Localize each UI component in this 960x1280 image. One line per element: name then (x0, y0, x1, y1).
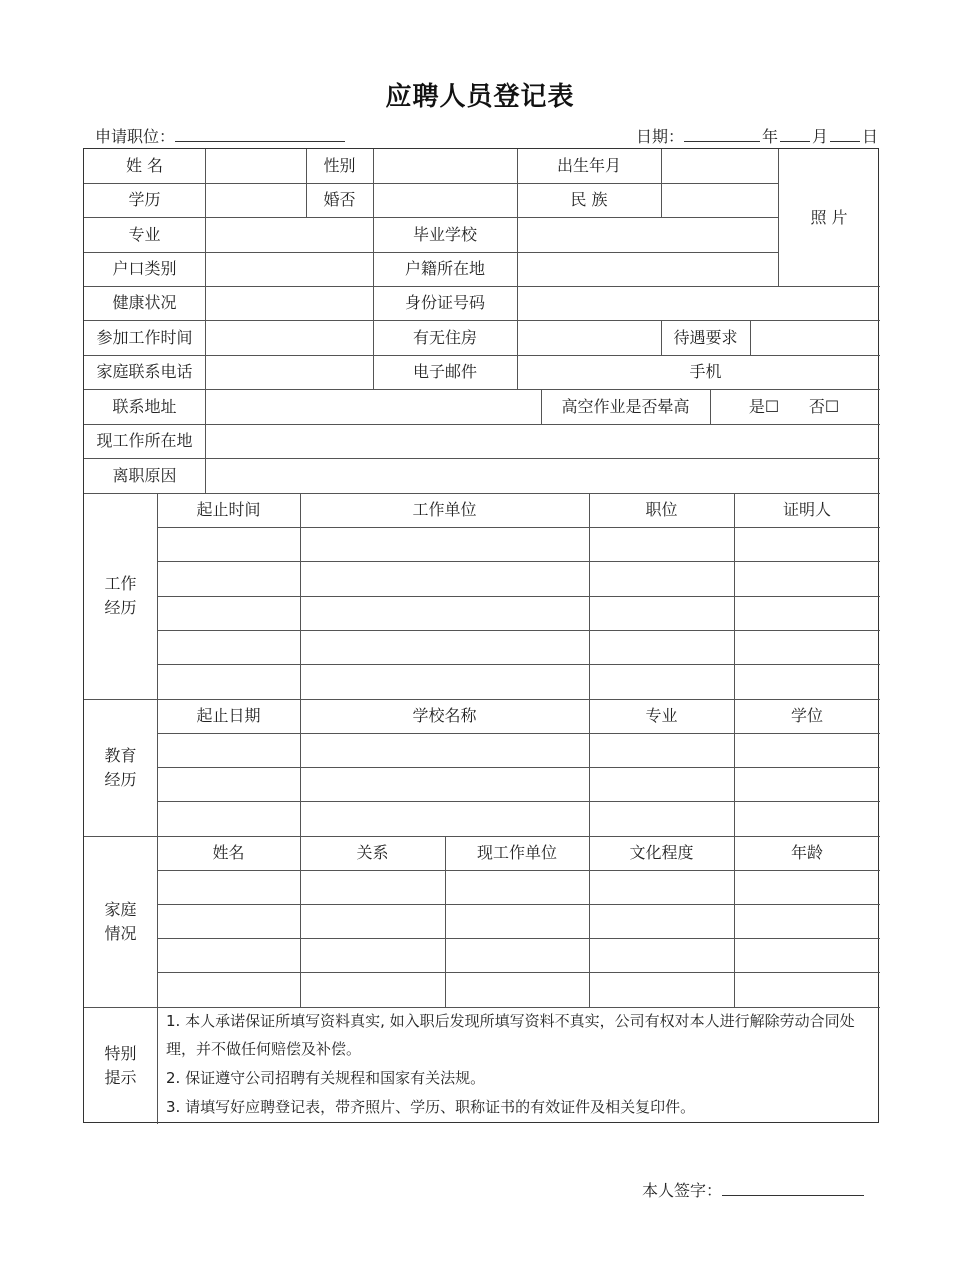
edu-header-school: 学校名称 (412, 706, 477, 725)
note-item: 2. 保证遵守公司招聘有关规程和国家有关法规。 (166, 1069, 486, 1087)
year-blank[interactable] (684, 127, 760, 142)
position-label: 申请职位： (95, 127, 176, 146)
grid-line (157, 527, 880, 528)
form-title: 应聘人员登记表 (385, 82, 575, 112)
name-label: 姓 名 (125, 156, 164, 175)
education-label: 学历 (128, 190, 161, 209)
date-field (636, 124, 880, 147)
housing-label: 有无住房 (412, 327, 477, 347)
signature-blank[interactable] (722, 1181, 864, 1196)
acrophobia-label: 高空作业是否晕高 (561, 396, 690, 416)
id-number-label: 身份证号码 (404, 293, 485, 312)
school-label: 毕业学校 (412, 224, 477, 244)
yes-checkbox[interactable]: 是☐ (748, 396, 780, 416)
leave-reason-label: 离职原因 (112, 465, 177, 485)
marital-label: 婚否 (323, 190, 356, 209)
grid-line (205, 149, 206, 217)
date-label: 日期： (636, 127, 685, 146)
grid-line (710, 389, 711, 424)
grid-line (205, 217, 206, 286)
grid-line (205, 286, 206, 493)
edu-header-period: 起止日期 (196, 706, 261, 725)
month-blank[interactable] (780, 127, 810, 142)
grid-line (300, 493, 301, 836)
grid-line (157, 733, 880, 734)
ethnicity-label: 民 族 (570, 190, 608, 209)
grid-line (157, 561, 880, 562)
grid-line (373, 149, 374, 217)
position-field (95, 124, 345, 147)
registration-table (83, 148, 879, 1123)
grid-line (157, 801, 880, 802)
note-item: 3. 请填写好应聘登记表，带齐照片、学历、职称证书的有效证件及相关复印件。 (166, 1098, 696, 1116)
work-section-label (84, 493, 157, 699)
grid-line (734, 493, 735, 1007)
edu-section-label (84, 699, 157, 836)
family-header-age: 年龄 (790, 843, 823, 862)
work-start-label: 参加工作时间 (96, 327, 193, 347)
grid-line (157, 870, 880, 871)
grid-line (661, 149, 662, 217)
work-header-position: 职位 (645, 500, 678, 519)
current-work-place-label: 现工作所在地 (96, 431, 193, 450)
grid-line (157, 767, 880, 768)
notes-section-text: 特别提示 (104, 1043, 137, 1087)
email-label: 电子邮件 (412, 362, 477, 381)
position-blank[interactable] (175, 127, 345, 142)
grid-line (157, 938, 880, 939)
day-blank[interactable] (830, 127, 860, 142)
work-header-company: 工作单位 (412, 500, 477, 519)
family-header-relation: 关系 (356, 843, 389, 862)
grid-line (589, 493, 590, 1007)
hukou-type-label: 户口类别 (112, 259, 177, 278)
family-section-text: 家庭情况 (104, 899, 137, 943)
family-header-name: 姓名 (212, 843, 245, 862)
grid-line (157, 596, 880, 597)
grid-line (157, 904, 880, 905)
note-item: 1. 本人承诺保证所填写资料真实, 如入职后发现所填写资料不真实，公司有权对本人进行解除劳动合同处理，并不做任何赔偿及补偿。 (166, 1012, 855, 1058)
signature-label: 本人签字： (642, 1181, 723, 1200)
gender-label: 性别 (323, 156, 356, 175)
grid-line (157, 630, 880, 631)
major-label: 专业 (128, 224, 161, 244)
address-label: 联系地址 (112, 396, 177, 416)
notes-list (166, 1007, 876, 1122)
work-header-period: 起止时间 (196, 500, 261, 519)
salary-label: 待遇要求 (673, 327, 738, 347)
family-header-education: 文化程度 (629, 843, 694, 862)
grid-line (157, 493, 158, 1124)
grid-line (157, 664, 880, 665)
signature-field (642, 1178, 864, 1201)
hukou-place-label: 户籍所在地 (404, 259, 485, 278)
mobile-label: 手机 (689, 362, 722, 381)
grid-line (157, 972, 880, 973)
birth-label: 出生年月 (556, 156, 621, 175)
work-section-text: 工作经历 (104, 574, 137, 617)
family-section-label (84, 836, 157, 1007)
home-phone-label: 家庭联系电话 (96, 362, 193, 381)
health-label: 健康状况 (112, 293, 177, 312)
month-label: 月 (812, 127, 829, 146)
edu-header-degree: 学位 (790, 706, 823, 725)
work-header-reference: 证明人 (782, 500, 831, 519)
notes-section-label (84, 1007, 157, 1124)
edu-header-major: 专业 (645, 706, 678, 725)
year-label: 年 (762, 127, 779, 146)
photo-label: 照 片 (810, 207, 848, 227)
grid-line (750, 320, 751, 355)
edu-section-text: 教育经历 (104, 745, 137, 789)
no-checkbox[interactable]: 否☐ (808, 396, 840, 416)
day-label: 日 (862, 127, 879, 146)
family-header-workplace: 现工作单位 (476, 843, 557, 862)
